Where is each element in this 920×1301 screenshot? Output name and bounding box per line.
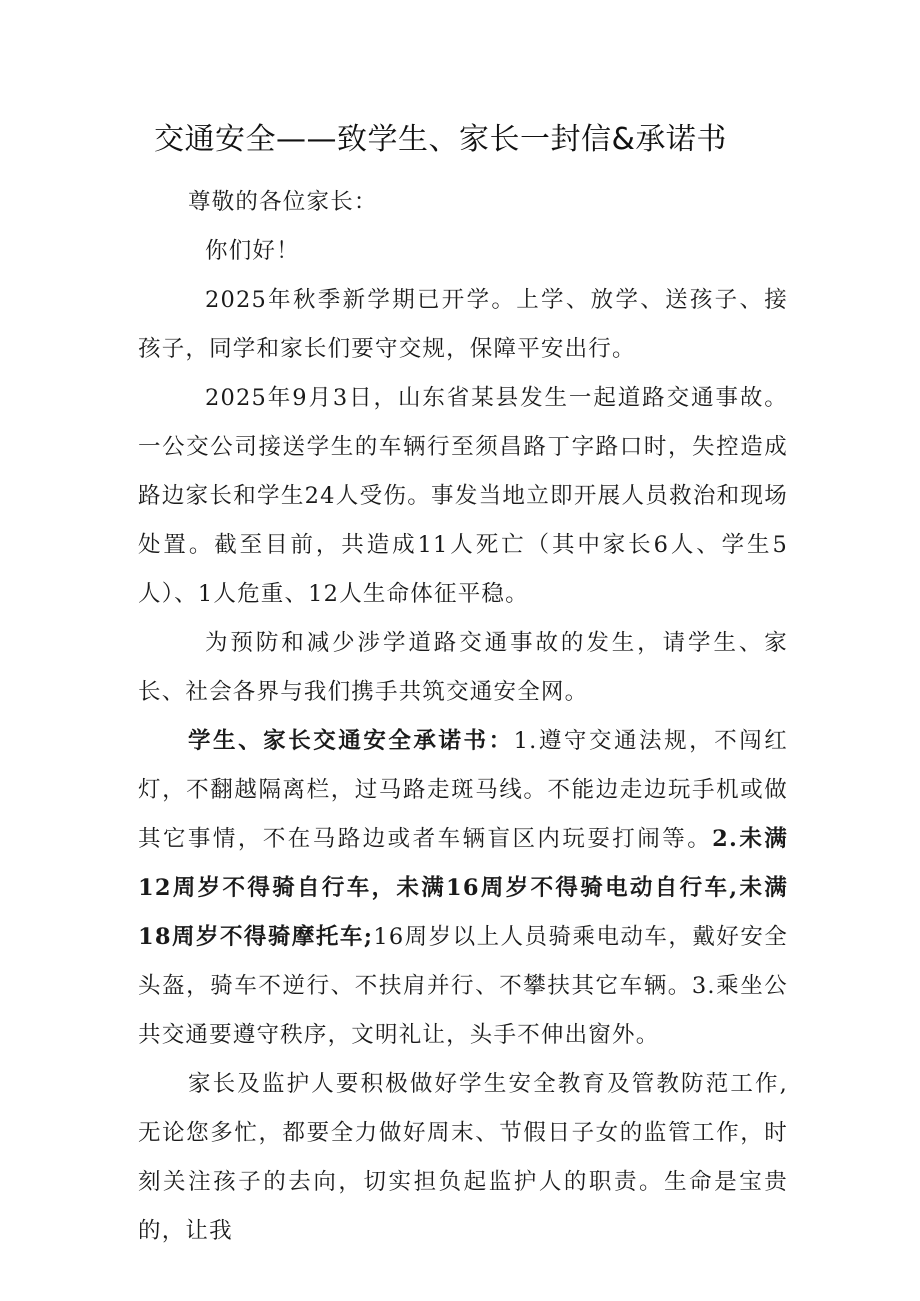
pledge-item-1: 1.遵守交通法规，不闯红灯，不翻越隔离栏，过马路走斑马线。不能边走边玩手机或做其它事情，不在马路边或者车辆盲区内玩耍打闹等。 <box>138 728 788 852</box>
letter-body <box>138 178 788 1256</box>
salutation: 尊敬的各位家长： <box>188 189 378 215</box>
greeting: 你们好！ <box>205 238 300 264</box>
pledge-item-2-bold: 2.未满12周岁不得骑自行车，未满16周岁不得骑电动自行车,未满18周岁不得骑摩托车; <box>138 826 788 950</box>
paragraph-accident-report: 2025年9月3日，山东省某县发生一起道路交通事故。一公交公司接送学生的车辆行至须昌路丁字路口时，失控造成路边家长和学生24人受伤。事发当地立即开展人员救治和现场处置。截至目前，共造成11人死亡（其中家长6人、学生5人）、1人危重、12人生命体征平稳。 <box>138 385 788 607</box>
paragraph-call-to-action: 为预防和减少涉学道路交通事故的发生，请学生、家长、社会各界与我们携手共筑交通安全网。 <box>138 630 788 705</box>
paragraph-semester-start: 2025年秋季新学期已开学。上学、放学、送孩子、接孩子，同学和家长们要守交规，保障平安出行。 <box>138 287 788 362</box>
pledge-heading: 学生、家长交通安全承诺书： <box>188 728 514 754</box>
paragraph-guardian-duty: 家长及监护人要积极做好学生安全教育及管教防范工作,无论您多忙，都要全力做好周末、节假日子女的监管工作，时刻关注孩子的去向，切实担负起监护人的职责。生命是宝贵的，让我 <box>138 1071 788 1244</box>
document-title: 交通安全——致学生、家长一封信&承诺书 <box>154 122 727 157</box>
pledge-paragraph <box>138 717 788 1060</box>
pledge-item-2-3: 16周岁以上人员骑乘电动车，戴好安全头盔，骑车不逆行、不扶肩并行、不攀扶其它车辆。3.乘坐公共交通要遵守秩序，文明礼让，头手不伸出窗外。 <box>138 924 788 1048</box>
